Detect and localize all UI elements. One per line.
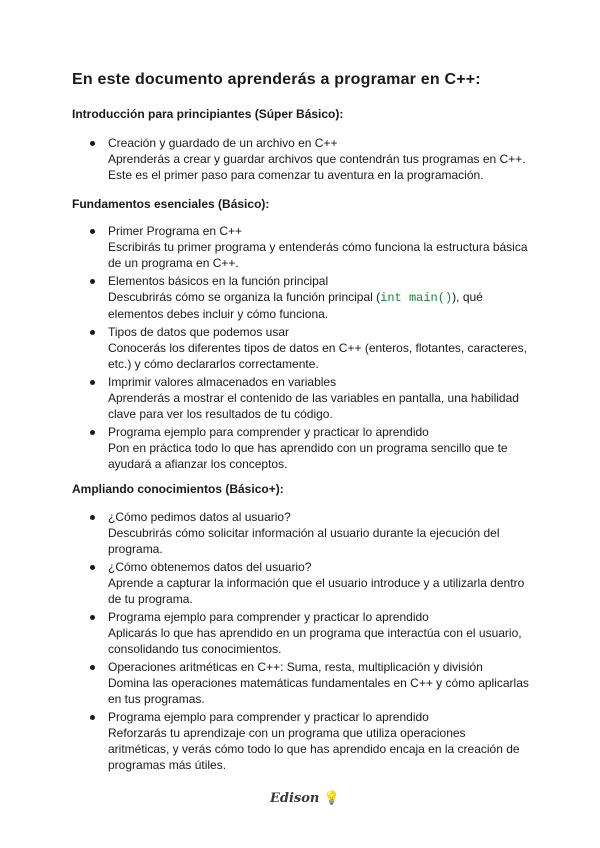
item-description: Pon en práctica todo lo que has aprendido con un programa sencillo que te ayudará a afianzar los conceptos. [108, 441, 508, 471]
list-item [90, 135, 530, 183]
list-item [90, 659, 530, 707]
section-list [90, 135, 530, 185]
item-title: Programa ejemplo para comprender y practicar lo aprendido [108, 610, 429, 624]
signature [270, 791, 340, 806]
item-description: Conocerás los diferentes tipos de datos en C++ (enteros, flotantes, caracteres, etc.) y cómo declararlos correctamente. [108, 341, 527, 371]
item-description [108, 289, 530, 322]
item-title: Primer Programa en C++ [108, 224, 243, 238]
code-snippet: int main() [380, 291, 453, 305]
list-item [90, 559, 530, 607]
list-item [90, 709, 530, 773]
list-item [90, 324, 530, 372]
list-item [90, 609, 530, 657]
list-item [90, 223, 530, 271]
item-description: Reforzarás tu aprendizaje con un programa que utiliza operaciones aritméticas, y verás cómo todo lo que has aprendido encaja en la creación de programas más útiles. [108, 726, 520, 772]
list-item [90, 273, 530, 322]
item-title: Tipos de datos que podemos usar [108, 325, 290, 339]
item-title: Operaciones aritméticas en C++: Suma, resta, multiplicación y división [108, 660, 483, 674]
item-title: ¿Cómo pedimos datos al usuario? [108, 510, 291, 524]
document-title: En este documento aprenderás a programar en C++: [72, 71, 481, 88]
item-title: Imprimir valores almacenados en variables [108, 375, 337, 389]
item-description: Aprenderás a crear y guardar archivos que contendrán tus programas en C++. Este es el primer paso para comenzar tu aventura en la programación. [108, 152, 526, 182]
item-title: Programa ejemplo para comprender y practicar lo aprendido [108, 425, 429, 439]
section-heading: Fundamentos esenciales (Básico): [72, 197, 270, 211]
item-description: Descubrirás cómo solicitar información al usuario durante la ejecución del programa. [108, 526, 500, 556]
item-title: Creación y guardado de un archivo en C++ [108, 136, 338, 150]
item-description: Escribirás tu primer programa y entenderás cómo funciona la estructura básica de un programa en C++. [108, 240, 528, 270]
list-item [90, 374, 530, 422]
item-description: Aprende a capturar la información que el usuario introduce y a utilizarla dentro de tu programa. [108, 576, 525, 606]
item-description: Domina las operaciones matemáticas fundamentales en C++ y cómo aplicarlas en tus programas. [108, 676, 529, 706]
section-heading: Ampliando conocimientos (Básico+): [72, 482, 284, 496]
item-description-end: ), qué elementos debes incluir y cómo funciona. [108, 290, 483, 321]
list-item [90, 509, 530, 557]
item-title: Programa ejemplo para comprender y practicar lo aprendido [108, 710, 429, 724]
section-list [90, 509, 530, 775]
signature-name: Edison [270, 791, 320, 806]
item-description: Aprenderás a mostrar el contenido de las variables en pantalla, una habilidad clave para ver los resultados de tu código. [108, 391, 519, 421]
section-list [90, 223, 530, 474]
item-description-start: Descubrirás cómo se organiza la función principal ( [108, 290, 381, 304]
item-description: Aplicarás lo que has aprendido en un programa que interactúa con el usuario, consolidando tus conocimientos. [108, 626, 522, 656]
section-heading: Introducción para principiantes (Súper Básico): [72, 107, 344, 121]
lightbulb-icon: 💡 [323, 791, 341, 806]
item-title: ¿Cómo obtenemos datos del usuario? [108, 560, 312, 574]
list-item [90, 424, 530, 472]
item-title: Elementos básicos en la función principal [108, 274, 329, 288]
